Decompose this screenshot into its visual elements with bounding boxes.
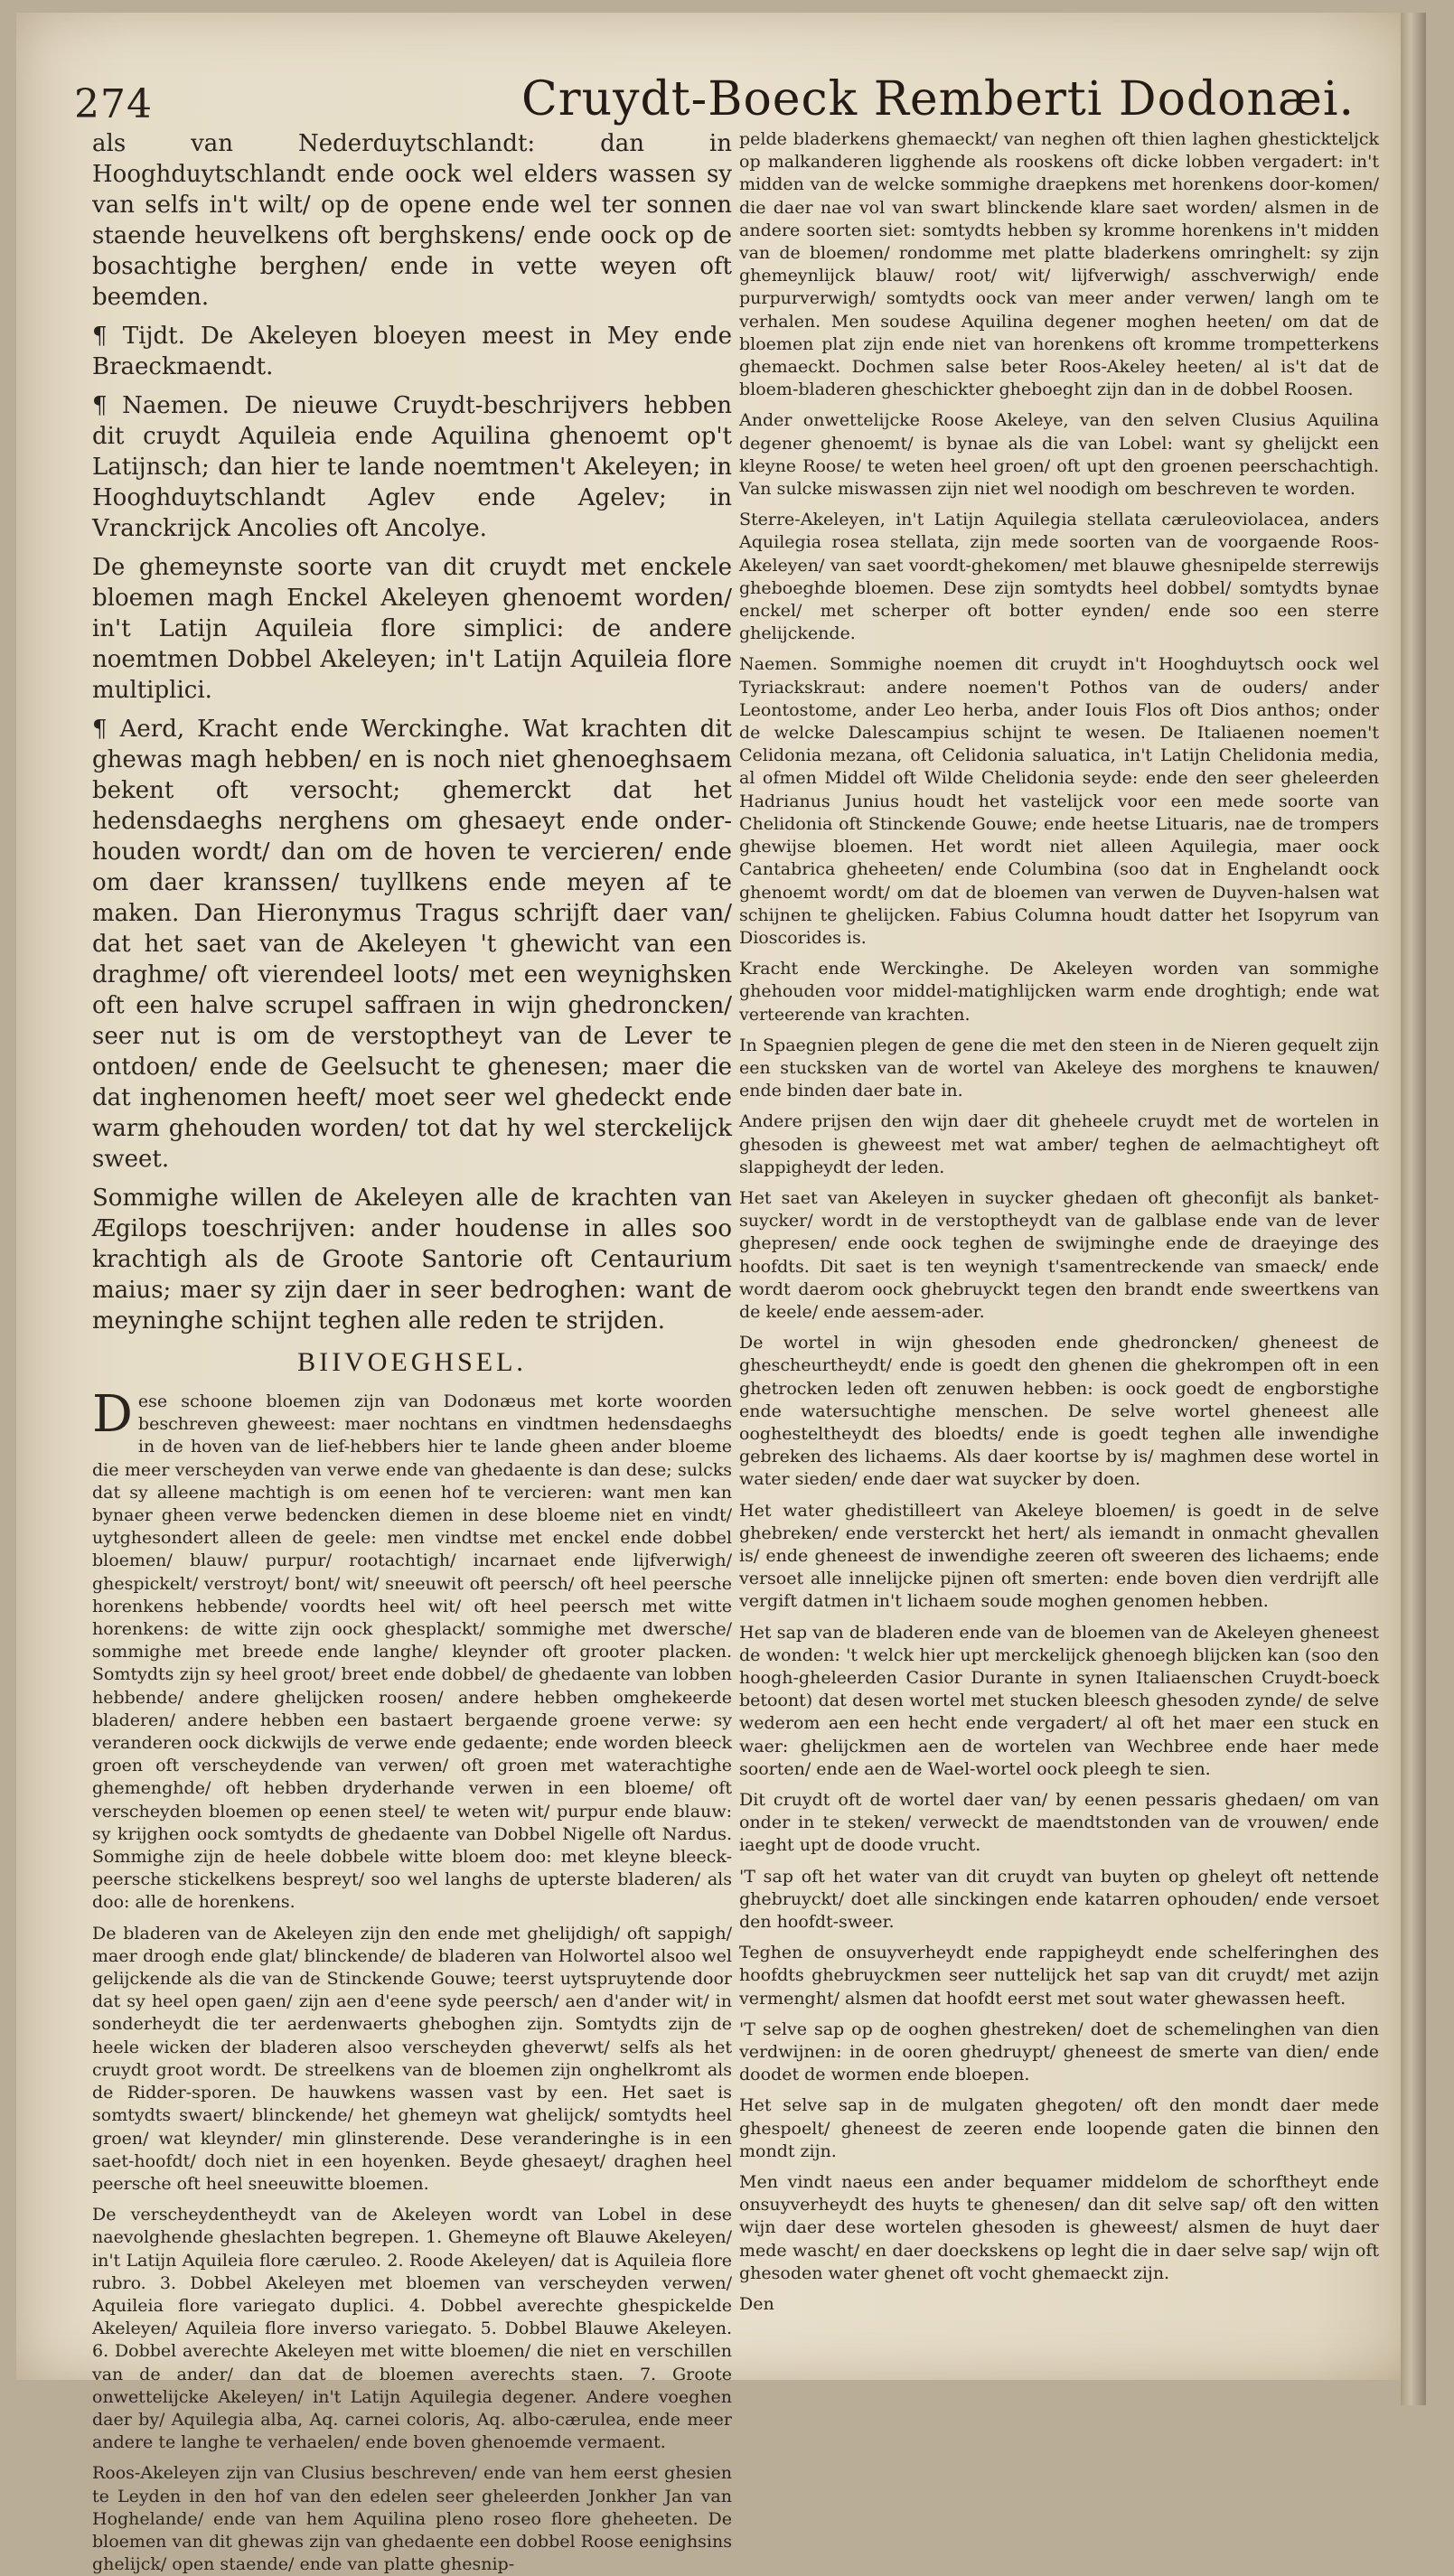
page-number: 274 — [74, 81, 153, 127]
paragraph: Men vindt naeus een ander bequamer middelom de schorftheyt ende onsuyverheydt des huyts te ghenesen/ dan dit selve sap/ oft den witten wijn daer dese wortelen ghesoden is gheweest/ alsmen de huyt daer mede wascht/ en daer doeckskens op leght die in daer selve sap/ wijn oft ghesoden water ghenet oft vocht ghemaeckt zijn. — [739, 2172, 1379, 2283]
paragraph: Teghen de onsuyverheydt ende rappigheydt ende schelferinghen des hoofdts ghebruyckmen seer nuttelijck het sap van dit cruydt/ met azijn vermenght/ alsmen dat hoofdt eerst met sout water ghewassen heeft. — [739, 1943, 1379, 2009]
paragraph: Het sap van de bladeren ende van de bloemen van de Akeleyen gheneest de wonden: 't welck hier upt merckelijck ghenoegh blijcken kan (soo den hoogh-gheleerden Casior Durante in synen Italiaenschen Cruydt-boeck betoont) dat desen wortel met stucken bleesch ghesoden zynde/ de selve wederom aen een hecht ende vergadert/ al oft het maer een stuck en waer: ghelijckmen aen de wortelen van Wechbree ende haer mede soorten/ ende aen de Wael-wortel oock pleegh te sien. — [739, 1622, 1379, 1779]
paragraph: De ghemeynste soorte van dit cruydt met enckele bloemen magh Enckel Akeleyen ghenoemt worden/ in't Latijn Aquileia flore simplici: de andere noemtmen Dobbel Akeleyen; in't Latijn Aquileia flore multiplici. — [92, 554, 732, 704]
paragraph: Sterre-Akeleyen, in't Latijn Aquilegia stellata cæruleoviolacea, anders Aquilegia rosea stellata, zijn mede soorten van de voorgaende Roos-Akeleyen/ van saet voordt-ghekomen/ met blauwe ghesnipelde sterrewijs gheboeghde bloemen. Dese zijn somtydts heel dobbel/ somtydts bynae enckel/ met scherper oft botter eynden/ ende soo een sterre ghelijckende. — [739, 510, 1379, 644]
paragraph: ¶ Naemen. De nieuwe Cruydt-beschrijvers hebben dit cruydt Aquileia ende Aquilina ghenoemt op't Latijnsch; dan hier te lande noemtmen't Akeleyen; in Hooghduytschlandt Aglev ende Agelev; in Vranckrijck Ancolies oft Ancolye. — [92, 392, 732, 542]
section-heading: BIIVOEGHSEL. — [297, 1347, 527, 1377]
paragraph: Dit cruydt oft de wortel daer van/ by eenen pessaris ghedaen/ om van onder in te steken/ verweckt de maendtstonden van de vrouwen/ ende iaeght upt de doode vrucht. — [739, 1790, 1379, 1856]
paragraph: ¶ Aerd, Kracht ende Werckinghe. Wat krachten dit ghewas magh hebben/ en is noch niet ghenoeghsaem bekent oft versocht; ghemerckt dat het hedensdaeghs nerghens om ghesaeyt ende onder-houden wordt/ dan om de hoven te vercieren/ ende om daer kranssen/ tuyllkens ende meyen af te maken. Dan Hieronymus Tragus schrijft daer van/ dat het saet van de Akeleyen 't ghewicht van een draghme/ oft vierendeel loots/ met een weynighsken oft een halve scrupel saffraen in wijn ghedroncken/ seer nut is om de verstoptheyt van de Lever te ontdoen/ ende de Geelsucht te ghenesen; maer die dat inghenomen heeft/ moet seer wel ghedeckt ende warm ghehouden worden/ tot dat hy wel sterckelijck sweet. — [92, 716, 732, 1173]
paragraph: De wortel in wijn ghesoden ende ghedroncken/ gheneest de ghescheurtheydt/ ende is goedt den ghenen die ghekrompen oft in een ghetrocken leden oft zenuwen hebben: is oock goedt de engborstighe ende watersuchtighe menschen. De selve wortel gheneest alle ooghesteltheydt des bloedts/ ende is goedt teghen alle inwendighe gebreken des lichaems. Als daer koortse by is/ maghmen dese wortel in water sieden/ ende daer wat suycker by doen. — [739, 1333, 1379, 1490]
page-edge — [1401, 13, 1426, 2405]
left-column — [92, 128, 732, 2575]
book-page — [16, 13, 1426, 2575]
paragraph: ¶ Tijdt. De Akeleyen bloeyen meest in Mey ende Braeckmaendt. — [92, 323, 732, 380]
paragraph: Het saet van Akeleyen in suycker ghedaen oft gheconfijt als banket-suycker/ wordt in de verstoptheydt van de galblase ende van de lever ghepresen/ ende oock teghen de swijminghe ende de draeyinge des hoofdts. Dit saet is ten weynigh t'samentreckende van smaeck/ ende wordt daerom oock ghebruyckt tegen den brandt ende sweertkens van de keele/ ende aessem-ader. — [739, 1187, 1379, 1322]
right-column — [739, 128, 1379, 2360]
paragraph: als van Nederduytschlandt: dan in Hooghduytschlandt ende oock wel elders wassen sy van selfs in't wilt/ op de opene ende wel ter sonnen staende heuvelkens oft berghskens/ ende oock op de bosachtighe berghen/ ende in vette weyen oft beemden. — [92, 130, 732, 311]
paragraph: Naemen. Sommighe noemen dit cruydt in't Hooghduytsch oock wel Tyriackskraut: andere noemen't Pothos van de ouders/ ander Leontostome, ander Leo herba, ander Iouis Flos oft Dios anthos; onder de welcke Dalescampius schijnt te wesen. De Italiaenen noemen't Celidonia mezana, oft Celidonia saluatica, in't Latijn Chelidonia media, al ofmen Middel oft Wilde Chelidonia seyde: ende den seer gheleerden Hadrianus Junius houdt het vastelijck voor een mede soorte van Chelidonia oft Stinckende Gouwe; ende heetse Lituaris, nae de trompers ghewijse bloemen. Het wordt niet alleen Aquilegia, maer oock Cantabrica gheheeten/ ende Columbina (soo dat in Enghelandt oock ghenoemt wordt/ om dat de bloemen van verwen de Duyven-halsen wat schijnen te ghelijcken. Fabius Columna houdt datter het Isopyrum van Dioscorides is. — [739, 654, 1379, 948]
paragraph: Het water ghedistilleert van Akeleye bloemen/ is goedt in de selve ghebreken/ ende versterckt het hert/ als iemandt in onmacht ghevallen is/ ende gheneest de inwendighe zeeren oft sweeren des lichaems; ende versoet alle innelijcke pijnen oft smerten: ende boven dien verdrijft alle vergift datmen in't lichaem soude moghen genomen hebben. — [739, 1500, 1379, 1612]
paragraph: Den — [739, 2294, 774, 2315]
paragraph: Andere prijsen den wijn daer dit gheheele cruydt met de wortelen in ghesoden is gheweest met wat amber/ teghen de aelmachtigheyt oft slappigheydt der leden. — [739, 1111, 1379, 1177]
paragraph: Roos-Akeleyen zijn van Clusius beschreven/ ende van hem eerst ghesien te Leyden in den hof van den edelen seer gheleerden Jonkher Jan van Hoghelande/ ende van hem Aquilina pleno roseo flore gheheeten. De bloemen van dit ghewas zijn van ghedaente een dobbel Roose eenighsins ghelijck/ open staende/ ende van platte ghesnip- — [92, 2463, 732, 2575]
paragraph: De bladeren van de Akeleyen zijn den ende met ghelijdigh/ oft sappigh/ maer droogh ende glat/ blinckende/ de bladeren van Holwortel alsoo wel gelijckende als die van de Stinckende Gouwe; teerst uytspruytende door dat sy heel open gaen/ zijn aen d'eene syde peersch/ aen d'ander wit/ in sonderheydt die ter aerdenwaerts gheboghen zijn. Somtydts zijn de heele wicken der bladeren alsoo verscheyden gheverwt/ selfs als het cruydt groot wordt. De streelkens van de bloemen zijn onghelkromt als de Ridder-sporen. De hauwkens wassen vast by een. Het saet is somtydts swaert/ blinckende/ het ghemeyn wat ghelijck/ somtydts heel groen/ wat kleynder/ min glinsterende. Dese veranderinghe is in een saet-hoofdt/ doch niet in een hoyenken. Beyde ghesaeyt/ draghen heel peersche oft heel sneeuwitte bloemen. — [92, 1923, 732, 2194]
paragraph: Ander onwettelijcke Roose Akeleye, van den selven Clusius Aquilina degener ghenoemt/ is bynae als die van Lobel: want sy ghelijckt een kleyne Roose/ te weten heel groen/ oft upt den groenen peerschachtigh. Van sulcke miswassen zijn niet wel noodigh om beschreven te worden. — [739, 410, 1379, 500]
paragraph: Het selve sap in de mulgaten ghegoten/ oft den mondt daer mede ghespoelt/ gheneest de zeeren ende loopende gaten die binnen den mondt zijn. — [739, 2095, 1379, 2161]
paragraph: 'T sap oft het water van dit cruydt van buyten op gheleyt oft nettende ghebruyckt/ doet alle sinckingen ende katarren ophouden/ ende versoet den hoofdt-sweer. — [739, 1866, 1379, 1933]
paragraph: pelde bladerkens ghemaeckt/ van neghen oft thien laghen ghestickteljck op malkanderen ligghende als rooskens oft dicke lobben vergadert: in't midden van de welcke sommighe draepkens met horenkens door-komen/ die daer nae vol van swart blinckende klare saet worden/ alsmen in de andere soorten siet: somtydts hebben sy kromme horenkens in't midden van de bloemen/ rondomme met platte bladerkens omringhelt: sy zijn ghemeynlijck blauw/ root/ wit/ lijfverwigh/ asschverwigh/ ende purpurverwigh/ somtydts oock van meer ander verwen/ langh om te verhalen. Men soudese Aquilina degener moghen heeten/ om dat de bloemen plat zijn ende niet van horenkens oft kromme trompetterkens ghemaeckt. Dochmen salse beter Roos-Akeley heeten/ al is't dat de bloem-bladeren gheschickter gheboeght zijn dan in de dobbel Roosen. — [739, 129, 1379, 400]
paragraph: Kracht ende Werckinghe. De Akeleyen worden van sommighe ghehouden voor middel-matighlijcken warm ende droghtigh; ende wat verteerende van krachten. — [739, 959, 1379, 1025]
paragraph: Dese schoone bloemen zijn van Dodonæus met korte woorden beschreven gheweest: maer nochtans en vindtmen hedensdaeghs in de hoven van de lief-hebbers hier te lande gheen ander bloeme die meer verscheyden van verwe ende van ghedaente is dan dese; sulcks dat sy alleene machtigh is om eenen hof te vercieren: want men kan bynaer gheen verwe bedencken diemen in dese bloeme niet en vindt/ uytghesondert alleen de geele: men vindtse met enckel ende dobbel bloemen/ blauw/ purpur/ rootachtigh/ incarnaet ende lijfverwigh/ ghespickelt/ verstroyt/ bont/ wit/ sneeuwit oft peersch/ oft heel peersche horenkens hebbende/ voordts heel wit/ oft heel peersch met witte horenkens: de witte zijn oock ghesplackt/ sommighe met dwersche/ sommighe met breede ende langhe/ kleynder oft grooter placken. Somtydts zijn sy heel groot/ breet ende dobbel/ de ghedaente van lobben hebbende/ andere ghelijcken roosen/ andere hebben omghekeerde bladeren/ andere hebben een bastaert bergaende groene verwe: sy veranderen oock dickwijls de verwe ende gedaente; ende worden bleeck groen oft verscheydende van verwen/ oft groen met waterachtighe ghemenghde/ oft hebben dryderhande verwen in een bloeme/ oft verscheyden bloemen op eenen steel/ te weten wit/ purpur ende blauw: sy krijghen oock somtydts de ghedaente van Dobbel Nigelle oft Nardus. Sommighe zijn de heele dobbele witte bloem doo: met kleyne bleeck-peersche stickelkens bespreyt/ soo wel langhs de upterste bladeren/ als doo: alle de horenkens. — [92, 1385, 732, 1913]
paragraph: Sommighe willen de Akeleyen alle de krachten van Ægilops toeschrijven: ander houdense in alles soo krachtigh als de Groote Santorie oft Centaurium maius; maer sy zijn daer in seer bedroghen: want de meyninghe schijnt teghen alle reden te strijden. — [92, 1185, 732, 1335]
paragraph: 'T selve sap op de ooghen ghestreken/ doet de schemelinghen van dien verdwijnen: in de ooren ghedruypt/ gheneest de smerte van dien/ ende doodet de wormen ende bloepen. — [739, 2019, 1379, 2085]
running-title: Cruydt-Boeck Remberti Dodonæi. — [521, 72, 1356, 126]
paragraph: De verscheydentheydt van de Akeleyen wordt van Lobel in dese naevolghende gheslachten begrepen. 1. Ghemeyne oft Blauwe Akeleyen/ in't Latijn Aquileia flore cæruleo. 2. Roode Akeleyen/ dat is Aquileia flore rubro. 3. Dobbel Akeleyen met bloemen van verscheyden verwen/ Aquileia flore variegato duplici. 4. Dobbel averechte ghespickelde Akeleyen/ Aquileia flore inverso variegato. 5. Dobbel Blauwe Akeleyen. 6. Dobbel averechte Akeleyen met witte bloemen/ die niet en verschillen van de ander/ dan dat de bloemen averechts staen. 7. Groote onwettelijcke Akeleyen/ in't Latijn Aquilegia degener. Andere voeghen daer by/ Aquilegia alba, Aq. carnei coloris, Aq. albo-cærulea, ende meer andere te langhe te verhaelen/ ende boven ghenoemde vermaent. — [92, 2205, 732, 2453]
paragraph: In Spaegnien plegen de gene die met den steen in de Nieren gequelt zijn een stucksken van de wortel van Akeleye des morghens te knauwen/ ende binden daer bate in. — [739, 1035, 1379, 1101]
